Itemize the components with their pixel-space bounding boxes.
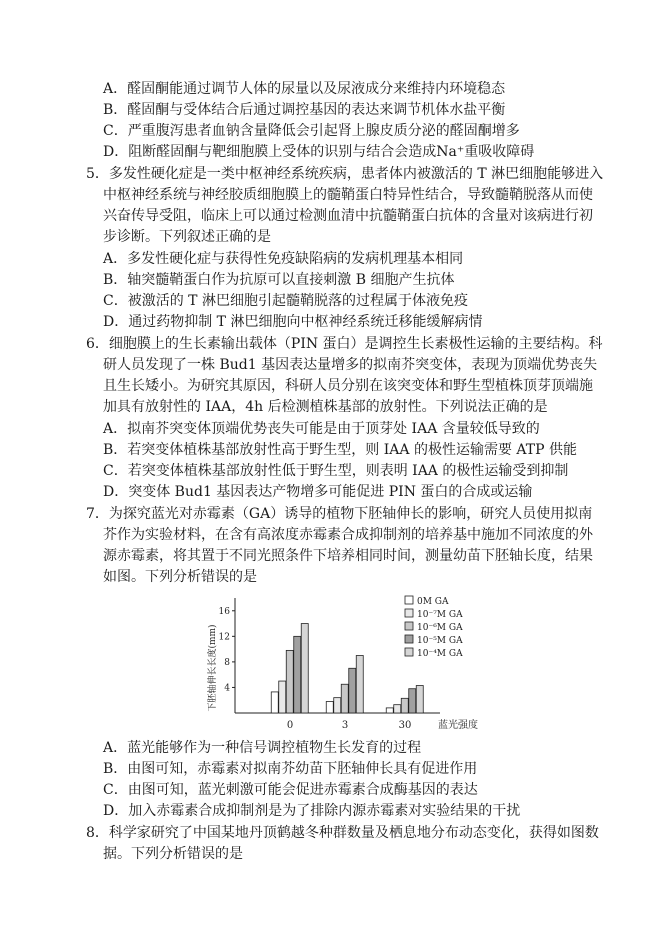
y-tick-label: 8 [224, 657, 230, 668]
legend-label: 0M GA [417, 597, 449, 607]
bar [349, 668, 356, 713]
bar [334, 698, 341, 713]
bar [301, 624, 308, 713]
q6-option-d: D．突变体 Bud1 基因表达产物增多可能促进 PIN 蛋白的合成或运输 [103, 484, 533, 500]
q7-option-a: A．蓝光能够作为一种信号调控植物生长发育的过程 [103, 740, 422, 756]
legend-label: 10⁻⁶M GA [417, 623, 463, 633]
bar [356, 656, 363, 714]
q7-stem-line: 芥作为实验材料，在含有高浓度赤霉素合成抑制剂的培养基中施加不同浓度的外 [103, 527, 593, 543]
bar [326, 702, 333, 714]
bar [416, 686, 423, 713]
bar [386, 708, 393, 713]
q7-stem-line: 如图。下列分析错误的是 [103, 569, 257, 585]
q6-stem-line: 加具有放射性的 IAA，4h 后检测植株基部的放射性。下列说法正确的是 [103, 399, 548, 415]
legend-swatch [405, 609, 413, 617]
hypocotyl-bar-chart [200, 588, 500, 738]
legend-swatch [405, 648, 413, 656]
legend-label: 10⁻⁵M GA [417, 636, 463, 646]
q5-stem-line: 兴奋传导受阻，临床上可以通过检测血清中抗髓鞘蛋白抗体的含量对该病进行初 [103, 208, 593, 224]
q6-stem-line: 6．细胞膜上的生长素输出载体（PIN 蛋白）是调控生长素极性运输的主要结构。科 [86, 336, 603, 352]
bar [341, 684, 348, 713]
q4-option-b: B．醛固酮与受体结合后通过调控基因的表达来调节机体水盐平衡 [103, 102, 506, 118]
q5-stem-line: 5．多发性硬化症是一类中枢神经系统疾病，患者体内被激活的 T 淋巴细胞能够进入 [86, 166, 604, 182]
x-axis-label: 蓝光强度 [438, 720, 478, 731]
q8-stem-line: 据。下列分析错误的是 [103, 846, 243, 862]
q6-stem-line: 研人员发现了一株 Bud1 基因表达量增多的拟南芥突变体，表现为顶端优势丧失 [103, 357, 598, 373]
q6-option-c: C．若突变体植株基部放射性低于野生型，则表明 IAA 的极性运输受到抑制 [103, 463, 569, 479]
q5-option-d: D．通过药物抑制 T 淋巴细胞向中枢神经系统迁移能缓解病情 [103, 314, 483, 330]
y-tick-label: 16 [218, 606, 230, 617]
q6-stem-line: 且生长矮小。为研究其原因，科研人员分别在该突变体和野生型植株顶芽顶端施 [103, 378, 593, 394]
q4-option-a: A．醛固酮能通过调节人体的尿量以及尿液成分来维持内环境稳态 [103, 81, 506, 97]
y-tick-label: 12 [218, 632, 230, 643]
y-axis-label: 下胚轴伸长长度(mm) [208, 624, 218, 712]
legend-label: 10⁻⁷M GA [417, 610, 463, 620]
q6-option-a: A．拟南芥突变体顶端优势丧失可能是由于顶芽处 IAA 含量较低导致的 [103, 421, 540, 437]
y-tick-label: 4 [224, 683, 230, 694]
bar [409, 689, 416, 713]
legend-label: 10⁻⁴M GA [417, 649, 463, 659]
q5-stem-line: 中枢神经系统与神经胶质细胞膜上的髓鞘蛋白特异性结合，导致髓鞘脱落从而使 [103, 187, 593, 203]
x-tick-label: 0 [286, 720, 294, 731]
bar [271, 692, 278, 713]
bar [394, 705, 401, 713]
q7-stem-line: 源赤霉素，将其置于不同光照条件下培养相同时间，测量幼苗下胚轴长度，结果 [103, 548, 593, 564]
q5-stem-line: 步诊断。下列叙述正确的是 [103, 229, 271, 245]
q4-option-d: D．阻断醛固酮与靶细胞膜上受体的识别与结合会造成Na⁺重吸收障碍 [103, 144, 535, 160]
legend-swatch [405, 622, 413, 630]
q8-stem-line: 8．科学家研究了中国某地丹顶鹤越冬种群数量及栖息地分布动态变化，获得如图数 [86, 825, 599, 841]
q7-stem-line: 7．为探究蓝光对赤霉素（GA）诱导的植物下胚轴伸长的影响，研究人员使用拟南 [86, 506, 593, 522]
q5-option-b: B．轴突髓鞘蛋白作为抗原可以直接刺激 B 细胞产生抗体 [103, 272, 455, 288]
bar [286, 650, 293, 713]
q7-option-d: D．加入赤霉素合成抑制剂是为了排除内源赤霉素对实验结果的干扰 [103, 803, 521, 819]
q5-option-c: C．被激活的 T 淋巴细胞引起髓鞘脱落的过程属于体液免疫 [103, 293, 468, 309]
bar [279, 681, 286, 713]
q6-option-b: B．若突变体植株基部放射性高于野生型，则 IAA 的极性运输需要 ATP 供能 [103, 442, 577, 458]
q5-option-a: A．多发性硬化症与获得性免疫缺陷病的发病机理基本相同 [103, 251, 464, 267]
legend-swatch [405, 596, 413, 604]
legend-swatch [405, 635, 413, 643]
q7-option-c: C．由图可知，蓝光刺激可能会促进赤霉素合成酶基因的表达 [103, 782, 478, 798]
x-tick-label: 3 [341, 720, 349, 731]
bar [401, 698, 408, 713]
bar [294, 636, 301, 713]
x-tick-label: 30 [398, 720, 412, 731]
q7-option-b: B．由图可知，赤霉素对拟南芥幼苗下胚轴伸长具有促进作用 [103, 761, 478, 777]
q4-option-c: C．严重腹泻患者血钠含量降低会引起肾上腺皮质分泌的醛固酮增多 [103, 123, 520, 139]
